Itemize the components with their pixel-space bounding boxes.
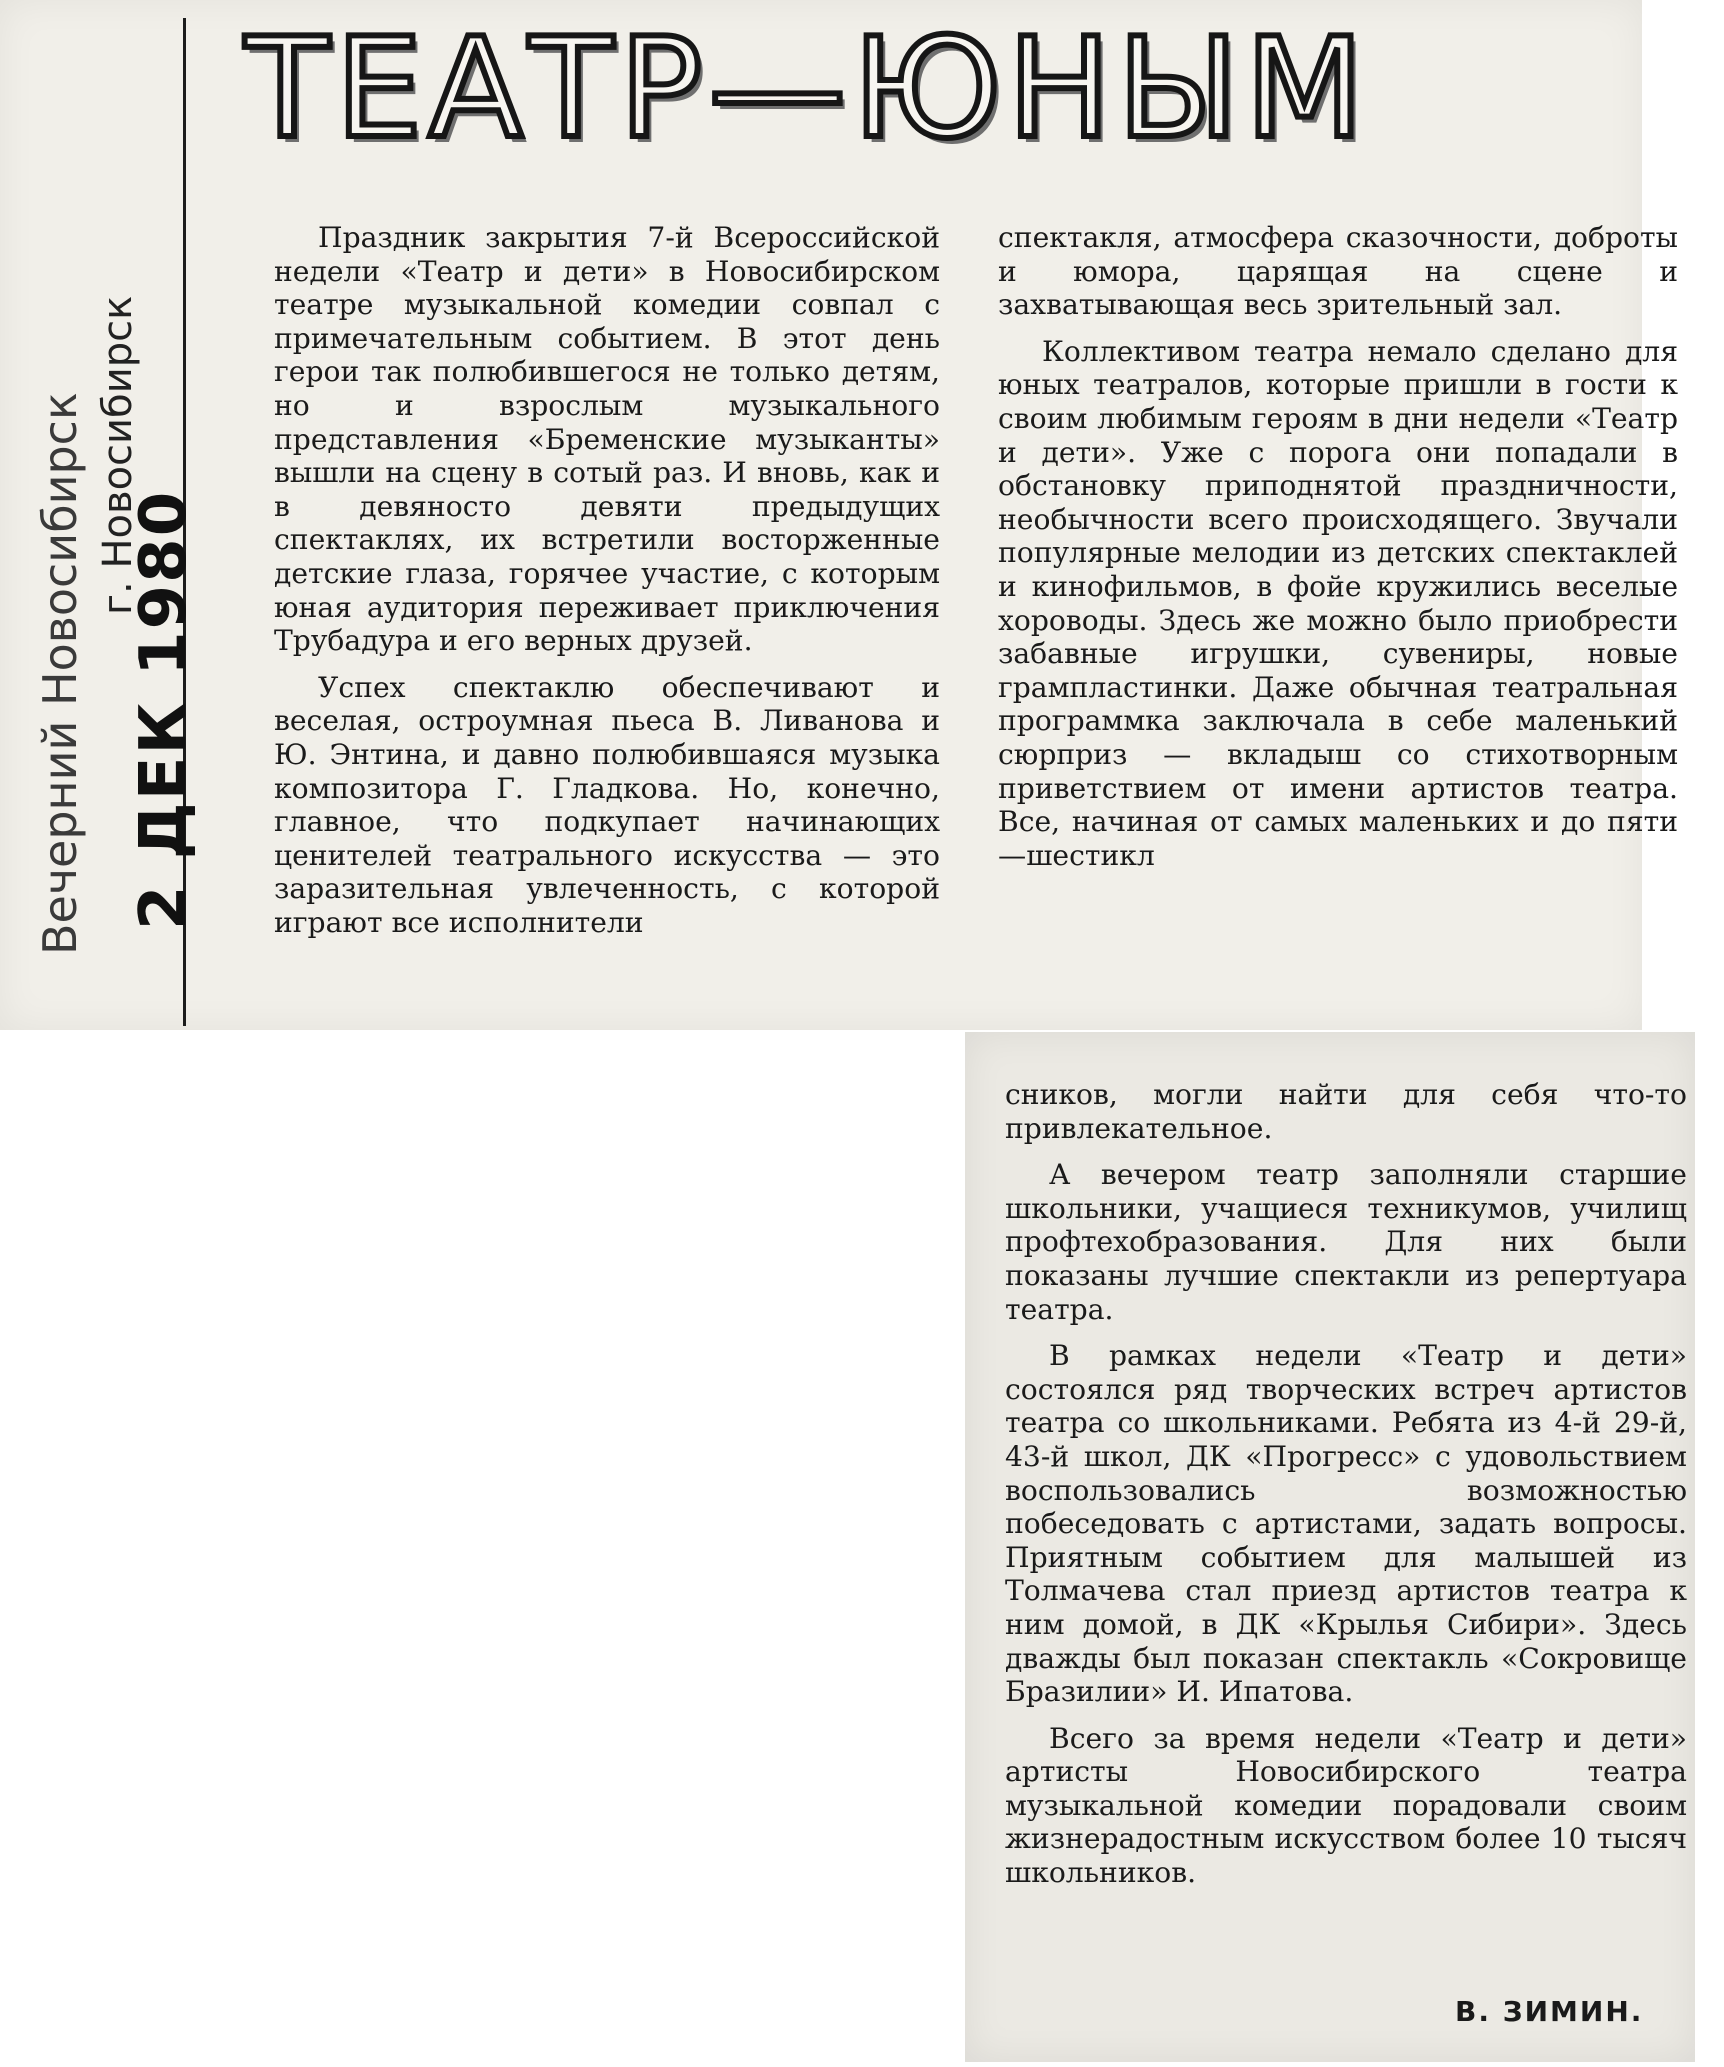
paragraph: Праздник закрытия 7-й Всероссийской недели «Театр и дети» в Новосибирском театре музыкальной комедии совпал с примечательным событием. В этот день герои так полюбившегося не только детям, но и взрослым музыкального представления «Бременские музыканты» вышли на сцену в сотый раз. И вновь, как и в девяносто девяти предыдущих спектаклях, их встретили восторженные детские глаза, горячее участие, с которым юная аудитория переживает приключения Трубадура и его верных друзей. bbox=[274, 221, 940, 658]
newspaper-city: г. Новосибирск bbox=[95, 295, 141, 615]
paragraph: В рамках недели «Театр и дети» состоялся ряд творческих встреч артистов театра со школьниками. Ребята из 4-й 29-й, 43-й школ, ДК «Прогресс» с удовольствием воспользовались возможностью побеседовать с артистами, задать вопросы. Приятным событием для малышей из Толмачева стал приезд артистов театра к ним домой, в ДК «Крылья Сибири». Здесь дважды был показан спектакль «Сокровище Бразилии» И. Ипатова. bbox=[1005, 1339, 1687, 1709]
date-stamp: 2 ДЕК 1980 bbox=[127, 489, 201, 930]
paragraph: сников, могли найти для себя что-то привлекательное. bbox=[1005, 1078, 1687, 1145]
paragraph: А вечером театр заполняли старшие школьники, учащиеся техникумов, училищ профтехобразования. Для них были показаны лучшие спектакли из репертуара театра. bbox=[1005, 1158, 1687, 1326]
article-column-2 bbox=[998, 221, 1678, 885]
article-headline: ТЕАТР—ЮНЫМ bbox=[245, 8, 1370, 169]
article-column-3 bbox=[1005, 1078, 1687, 1903]
newspaper-name: Вечерний Новосибирск bbox=[33, 392, 87, 955]
article-column-1 bbox=[274, 221, 940, 952]
author-byline: В. ЗИМИН. bbox=[1455, 1995, 1644, 2028]
paragraph: Успех спектаклю обеспечивают и веселая, остроумная пьеса В. Ливанова и Ю. Энтина, и давно полюбившаяся музыка композитора Г. Гладкова. Но, конечно, главное, что подкупает начинающих ценителей театрального искусства — это заразительная увлеченность, с которой играют все исполнители bbox=[274, 670, 940, 939]
paragraph: Всего за время недели «Театр и дети» артисты Новосибирского театра музыкальной комедии порадовали своим жизнерадостным искусством более 10 тысяч школьников. bbox=[1005, 1721, 1687, 1890]
paragraph: Коллективом театра немало сделано для юных театралов, которые пришли в гости к своим любимым героям в дни недели «Театр и дети». Уже с порога они попадали в обстановку приподнятой праздничности, необычности всего происходящего. Звучали популярные мелодии из детских спектаклей и кинофильмов, в фойе кружились веселые хороводы. Здесь же можно было приобрести забавные игрушки, сувениры, новые грампластинки. Даже обычная театральная программка заключала в себе маленький сюрприз — вкладыш со стихотворным приветствием от имени артистов театра. Все, начиная от самых маленьких и до пяти—шестикл bbox=[998, 334, 1678, 872]
paragraph: спектакля, атмосфера сказочности, доброты и юмора, царящая на сцене и захватывающая весь зрительный зал. bbox=[998, 221, 1678, 322]
